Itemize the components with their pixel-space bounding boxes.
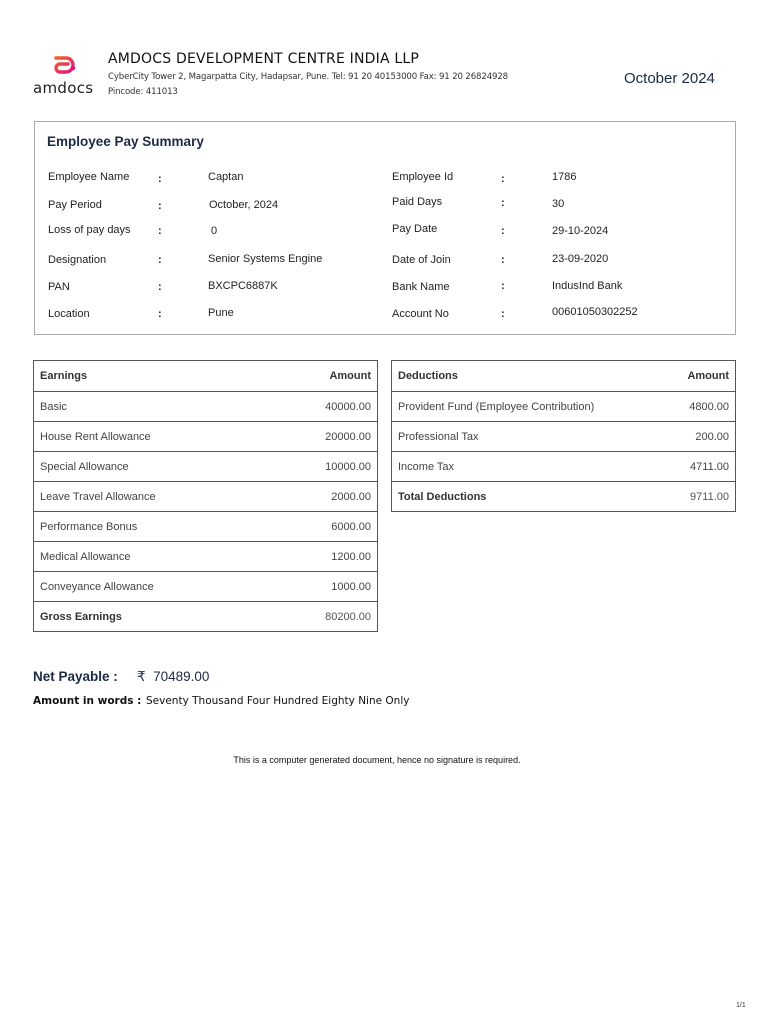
designation-label: Designation	[48, 254, 107, 266]
bank-name-label: Bank Name	[392, 281, 450, 293]
account-no-label: Account No	[392, 308, 449, 320]
table-row	[34, 572, 377, 602]
employee-pay-summary	[34, 121, 736, 335]
pay-period-label: Pay Period	[48, 199, 102, 211]
earning-label: Leave Travel Allowance	[34, 482, 270, 512]
separator: :	[158, 225, 162, 237]
pay-date-value: 29-10-2024	[552, 225, 609, 237]
pan-value: BXCPC6887K	[208, 280, 278, 292]
separator: :	[501, 254, 505, 266]
pay-date-label: Pay Date	[392, 223, 438, 235]
earning-label: Performance Bonus	[34, 512, 270, 542]
earning-label: Conveyance Allowance	[34, 572, 270, 602]
paid-days-value: 30	[552, 198, 565, 210]
address-line: CyberCity Tower 2, Magarpatta City, Hadapsar, Pune. Tel: 91 20 40153000 Fax: 91 20 26824928	[108, 72, 508, 82]
date-of-join-value: 23-09-2020	[552, 253, 609, 265]
location-label: Location	[48, 308, 90, 320]
deduction-amount: 4800.00	[665, 392, 735, 422]
amdocs-logo-icon	[50, 55, 76, 79]
earning-label: House Rent Allowance	[34, 422, 270, 452]
deduction-label: Professional Tax	[392, 422, 665, 452]
table-row	[34, 512, 377, 542]
deductions-table	[391, 360, 736, 512]
computer-generated-note: This is a computer generated document, hence no signature is required.	[233, 755, 521, 765]
total-deductions-label: Total Deductions	[392, 482, 665, 512]
table-row	[392, 452, 735, 482]
table-row	[34, 542, 377, 572]
bank-name-value: IndusInd Bank	[552, 280, 623, 292]
separator: :	[158, 254, 162, 266]
gross-earnings-amount: 80200.00	[270, 602, 377, 632]
table-row	[34, 392, 377, 422]
separator: :	[501, 225, 505, 237]
earning-label: Special Allowance	[34, 452, 270, 482]
payslip-month: October 2024	[624, 70, 715, 87]
total-deductions-row	[392, 482, 735, 512]
location-value: Pune	[208, 307, 234, 319]
designation-value: Senior Systems Engine	[208, 253, 323, 265]
rupee-icon: ₹	[137, 669, 146, 684]
separator: :	[501, 308, 505, 320]
separator: :	[158, 200, 162, 212]
table-row	[34, 422, 377, 452]
deductions-header-amount: Amount	[687, 370, 729, 382]
deduction-amount: 200.00	[665, 422, 735, 452]
earnings-header-label: Earnings	[40, 370, 88, 382]
table-row	[34, 452, 377, 482]
page-number: 1/1	[736, 1002, 746, 1009]
earning-amount: 6000.00	[270, 512, 377, 542]
earnings-table	[33, 360, 378, 632]
net-payable-label: Net Payable :	[33, 669, 118, 684]
net-payable-value	[137, 669, 209, 685]
logo-wordmark: amdocs	[33, 79, 94, 97]
gross-earnings-row	[34, 602, 377, 632]
pay-period-value: October, 2024	[209, 199, 279, 211]
summary-title: Employee Pay Summary	[47, 134, 204, 149]
date-of-join-label: Date of Join	[392, 254, 451, 266]
account-no-value: 00601050302252	[552, 306, 638, 318]
earnings-header-row	[34, 361, 377, 392]
earning-label: Medical Allowance	[34, 542, 270, 572]
table-row	[392, 422, 735, 452]
employee-id-label: Employee Id	[392, 171, 454, 183]
company-name: AMDOCS DEVELOPMENT CENTRE INDIA LLP	[108, 51, 420, 67]
pincode-line: Pincode: 411013	[108, 87, 178, 97]
deduction-label: Income Tax	[392, 452, 665, 482]
separator: :	[158, 173, 162, 185]
earnings-header-amount: Amount	[329, 370, 371, 382]
separator: :	[501, 280, 505, 292]
deduction-amount: 4711.00	[665, 452, 735, 482]
deductions-header-row	[392, 361, 735, 392]
separator: :	[158, 308, 162, 320]
table-row	[392, 392, 735, 422]
separator: :	[501, 197, 505, 209]
separator: :	[501, 173, 505, 185]
employee-name-value: Captan	[208, 171, 244, 183]
earning-amount: 20000.00	[270, 422, 377, 452]
net-payable-amount: 70489.00	[153, 669, 210, 684]
employee-id-value: 1786	[552, 171, 577, 183]
pan-label: PAN	[48, 281, 70, 293]
amount-in-words-value: Seventy Thousand Four Hundred Eighty Nine Only	[146, 695, 410, 707]
total-deductions-amount: 9711.00	[665, 482, 735, 512]
table-row	[34, 482, 377, 512]
company-logo	[33, 55, 97, 97]
deductions-header-label: Deductions	[398, 370, 458, 382]
lop-days-value: 0	[211, 225, 218, 237]
lop-days-label: Loss of pay days	[48, 224, 131, 236]
paid-days-label: Paid Days	[392, 196, 443, 208]
earning-amount: 40000.00	[270, 392, 377, 422]
separator: :	[158, 281, 162, 293]
company-address	[108, 70, 508, 100]
earning-amount: 10000.00	[270, 452, 377, 482]
earning-amount: 1200.00	[270, 542, 377, 572]
earning-amount: 1000.00	[270, 572, 377, 602]
gross-earnings-label: Gross Earnings	[34, 602, 270, 632]
amount-in-words-label: Amount in words :	[33, 695, 142, 707]
earning-amount: 2000.00	[270, 482, 377, 512]
earning-label: Basic	[34, 392, 270, 422]
employee-name-label: Employee Name	[48, 171, 130, 183]
deduction-label: Provident Fund (Employee Contribution)	[392, 392, 665, 422]
